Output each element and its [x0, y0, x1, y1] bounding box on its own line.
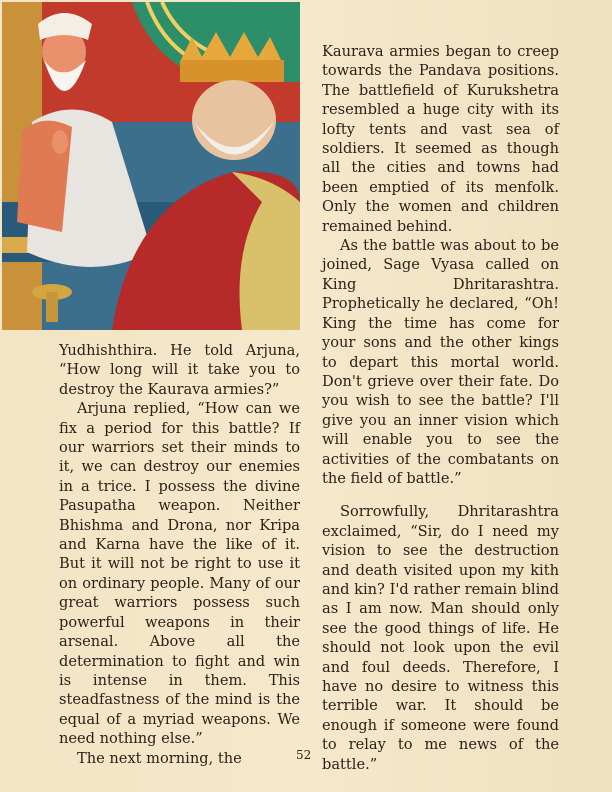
- right-paragraph-1: Kaurava armies began to creep towards the Pandava positions. The battlefield of Kurukshetra resembled a huge city with its lofty tents and vast sea of soldiers. It seemed as though all the cities and towns had been emptied of its menfolk. Only the women and children remained behind.: [322, 43, 559, 235]
- right-text-column: [322, 42, 559, 774]
- page-number: 52: [296, 748, 312, 762]
- right-paragraph-2: As the battle was about to be joined, Sage Vyasa called on King Dhritarashtra. Prophetically he declared, “Oh! King the time has come for your sons and the other kings to depart this mortal world. Don't grieve over their fate. Do you wish to see the battle? I'll give you an inner vision which will enable you to see the activities of the combatants on the field of battle.”: [322, 237, 559, 487]
- left-paragraph-1: Yudhishthira. He told Arjuna, “How long will it take you to destroy the Kaurava armies?”: [59, 342, 300, 398]
- right-paragraph-3: Sorrowfully, Dhritarashtra exclaimed, “Sir, do I need my vision to see the destruction and death visited upon my kith and kin? I'd rather remain blind as I am now. Man should only see the good things of life. He should not look upon the evil and foul deeds. Therefore, I have no desire to witness this terrible war. It should be enough if someone were found to relay to me news of the battle.”: [322, 503, 559, 773]
- illustration-sage-and-king: [2, 2, 300, 330]
- left-paragraph-3: The next morning, the: [77, 749, 242, 767]
- left-text-column: [59, 341, 300, 768]
- left-paragraph-2: Arjuna replied, “How can we fix a period for this battle? If our warriors set their minds to it, we can destroy our enemies in a trice. I possess the divine Pasupatha weapon. Neither Bhishma and Drona, nor Kripa and Karna have the like of it. But it will not be right to use it on ordinary people. Many of our great warriors possess such powerful weapons in their arsenal. Above all the determination to fight and win is intense in them. This steadfastness of the mind is the equal of a myriad weapons. We need nothing else.”: [59, 400, 300, 748]
- illustration-art: [2, 2, 300, 330]
